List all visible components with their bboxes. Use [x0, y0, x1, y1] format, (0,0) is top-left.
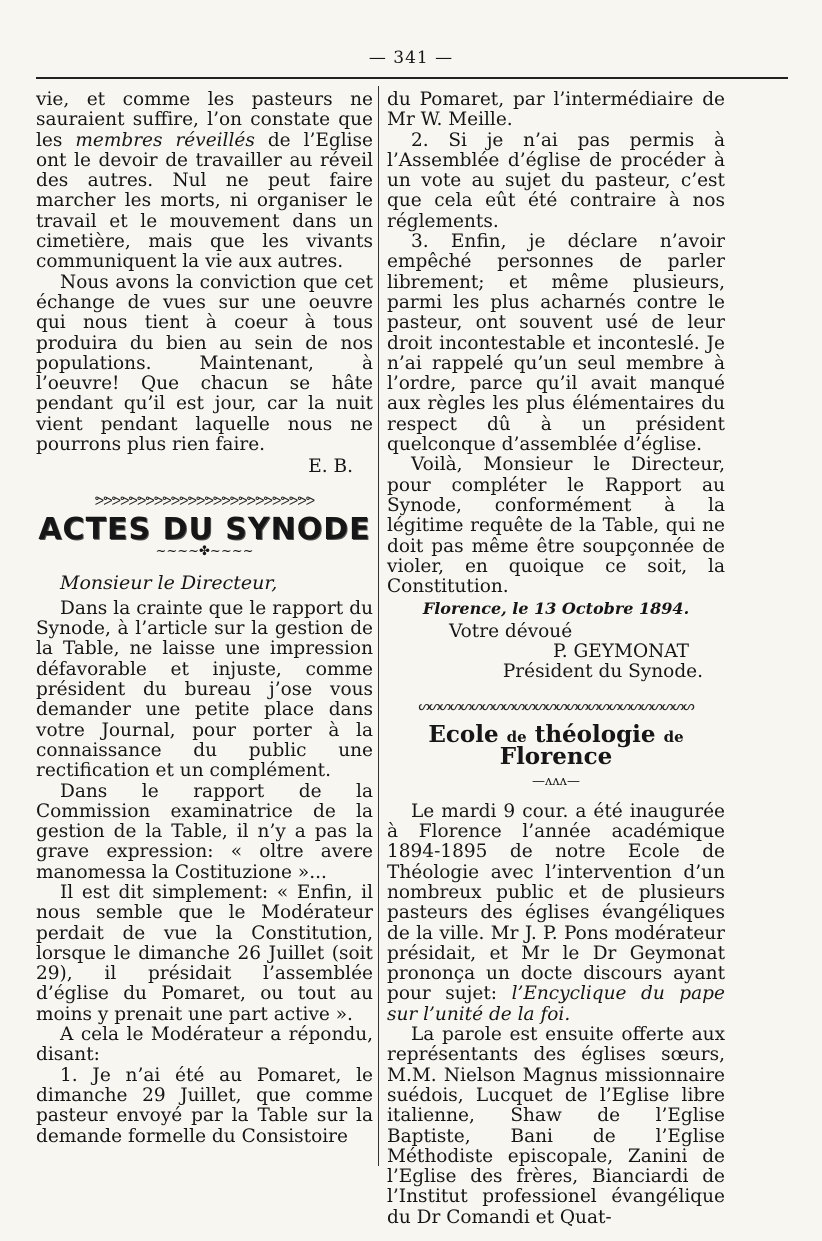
- header-rule: [36, 77, 788, 79]
- page-number: — 341 —: [368, 48, 454, 68]
- paragraph: Dans la crainte que le rapport du Synode, à l’article sur la gestion de la Table, ne laisse une impression défavorable et injuste, comme président du bureau j’ose vous demander une petite place dans votre Journal, pour porter à la connaissance du public une rectification et un complément.: [36, 597, 373, 782]
- signer-title: Président du Synode.: [502, 661, 703, 683]
- paragraph: Dans le rapport de la Commission examinatrice de la gestion de la Table, il n’y a pas la grave expression: « oltre avere manomessa la Costituzione »...: [36, 780, 373, 883]
- paragraph: Il est dit simplement: « Enfin, il nous semble que le Modérateur perdait de vue la Constitution, lorsque le dimanche 26 Juillet (soit 29), il présidait l’assemblée d’église du Pomaret, ou tout au moins y prenait une part active ».: [36, 881, 373, 1025]
- right-column: [387, 90, 725, 1228]
- emphasis: membres réveillés: [75, 129, 255, 151]
- salutation: Monsieur le Directeur,: [60, 571, 278, 594]
- paragraph: Voilà, Monsieur le Directeur, pour compléter le Rapport au Synode, conformément à la légitime requête de la Table, qui ne doit pas même être soupçonnée de violer, en quoique ce soit, la Constitution.: [387, 454, 725, 598]
- squiggle-divider: —ᴧᴧᴧ—: [531, 773, 581, 789]
- section-title: Ecole de théologie de Florence: [428, 720, 684, 771]
- dateline: Florence, le 13 Octobre 1894.: [422, 599, 690, 619]
- paragraph: La parole est ensuite offerte aux représentants des églises sœurs, M.M. Nielson Magnus missionnaire suédois, Lucquet de l’Eglise libre italienne, Shaw de l’Eglise Baptiste, Bani de l’Eglise Méthodiste episcopale, Zanini de l’Eglise des frères, Bianciardi de l’Institut professionel évangélique du Dr Comandi et Quat-: [387, 1024, 725, 1228]
- left-column: [36, 90, 373, 1147]
- ornament-divider: ᔕᔕᔕᔕᔕᔕᔕᔕᔕᔕᔕᔕᔕᔕᔕᔕᔕᔕᔕᔕᔕᔕᔕᔕᔕᔕ: [418, 698, 694, 714]
- ornament-divider: ᕗᕗᕗᕗᕗᕗᕗᕗᕗᕗᕗᕗᕗᕗᕗᕗᕗᕗᕗᕗᕗᕗᕗᕗᕗᕗ: [94, 493, 315, 509]
- paragraph: A cela le Modérateur a répondu, disant:: [36, 1024, 373, 1066]
- paragraph: du Pomaret, par l’intermédiaire de Mr W. Meille.: [387, 89, 725, 131]
- paragraph: 3. Enfin, je déclare n’avoir empêché personnes de parler librement; et même plusieurs, parmi les plus acharnés contre le pasteur, ont souvent usé de leur droit incontestable et inconteslé. Je n’ai rappelé qu’un seul membre à l’ordre, parce qu’il avait manqué aux règles les plus élémentaires du respect dû à un président quelconque d’assemblée d’église.: [387, 231, 725, 456]
- section-title: ACTES DU SYNODE: [38, 511, 371, 547]
- paragraph: 1. Je n’ai été au Pomaret, le dimanche 29 Juillet, que comme pasteur envoyé par la Table sur la demande formelle du Consistoire: [36, 1064, 373, 1147]
- paragraph: 2. Si je n’ai pas permis à l’Assemblée d’église de procéder à un vote au sujet du pasteur, c’est que cela eût été contraire à nos réglements.: [387, 129, 725, 232]
- paragraph: Le mardi 9 cour. a été inaugurée à Florence l’année académique 1894-1895 de notre Ecole de Théologie avec l’intervention d’un nombreux public et de plusieurs pasteurs des églises évangéliques de la ville. Mr J. P. Pons modérateur présidait, et Mr le Dr Geymonat prononça un docte discours ayant pour sujet: l’Encyclique du pape sur l’unité de la foi.: [387, 800, 725, 1025]
- paragraph: vie, et comme les pasteurs ne sauraient suffire, l’on constate que les membres réveillés de l’Eglise ont le devoir de travailler au réveil des autres. Nul ne peut faire marcher les morts, ni organiser le travail et le mouvement dans un cimetière, mais que les vivants communiquent la vie aux autres.: [36, 89, 373, 273]
- signature-initials: E. B.: [308, 456, 353, 478]
- emphasis: l’Encyclique du pape sur l’unité de la foi.: [387, 983, 725, 1025]
- column-divider: [378, 86, 379, 1166]
- signer-name: P. GEYMONAT: [553, 641, 689, 663]
- squiggle-divider: ~~~~✤~~~~: [155, 544, 254, 560]
- paragraph: Nous avons la conviction que cet échange de vues sur une oeuvre qui nous tient à coeur à tous produira du bien au sein de nos populations. Maintenant, à l’oeuvre! Que chacun se hâte pendant qu’il est jour, car la nuit vient pendant laquelle nous ne pourrons plus rien faire.: [36, 271, 373, 456]
- closing: Votre dévoué: [449, 620, 573, 642]
